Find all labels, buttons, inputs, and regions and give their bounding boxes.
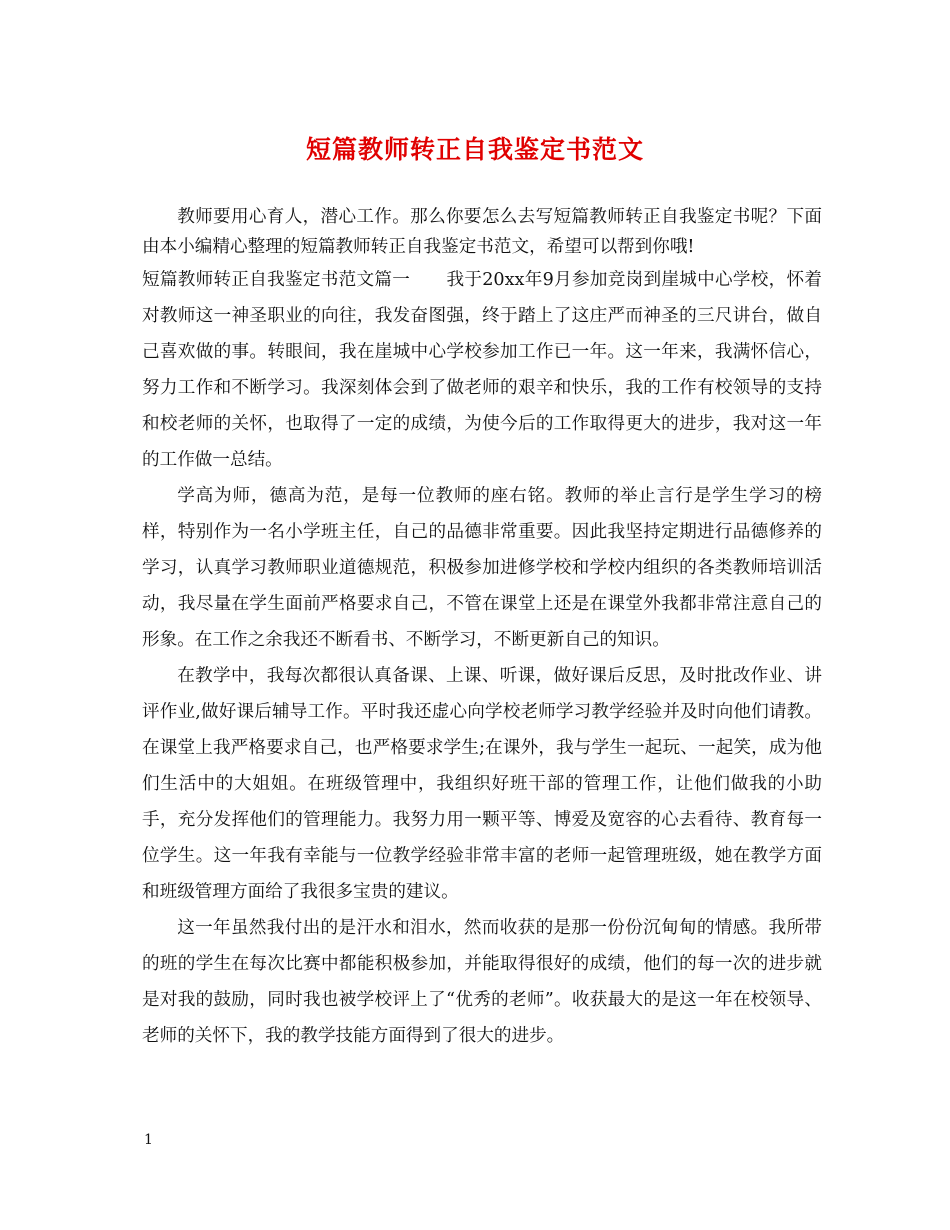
- page-number: 1: [144, 1132, 153, 1148]
- paragraph-4: 这一年虽然我付出的是汗水和泪水，然而收获的是那一份份沉甸甸的情感。我所带的班的学生在每次比赛中都能积极参加，并能取得很好的成绩，他们的每一次的进步就是对我的鼓励，同时我也被学校评上了“优秀的老师”。收获最大的是这一年在校领导、老师的关怀下，我的教学技能方面得到了很大的进步。: [142, 918, 822, 1046]
- paragraph-1-text: 我于20xx年9月参加竞岗到崖城中心学校，怀着对教师这一神圣职业的向往，我发奋图强，终于踏上了这庄严而神圣的三尺讲台，做自己喜欢做的事。转眼间，我在崖城中心学校参加工作已一年。这一年来，我满怀信心，努力工作和不断学习。我深刻体会到了做老师的艰辛和快乐，我的工作有校领导的支持和校老师的关怀，也取得了一定的成绩，为使今后的工作取得更大的进步，我对这一年的工作做一总结。: [142, 270, 822, 470]
- document-body: [142, 202, 822, 1054]
- intro-paragraph: 教师要用心育人，潜心工作。那么你要怎么去写短篇教师转正自我鉴定书呢？下面由本小编精心整理的短篇教师转正自我鉴定书范文，希望可以帮到你哦!: [142, 207, 822, 257]
- section-paragraph-1: [142, 262, 822, 478]
- section-heading: 短篇教师转正自我鉴定书范文篇一: [142, 270, 411, 290]
- paragraph-2: 学高为师，德高为范，是每一位教师的座右铭。教师的举止言行是学生学习的榜样，特别作为一名小学班主任，自己的品德非常重要。因此我坚持定期进行品德修养的学习，认真学习教师职业道德规范，积极参加进修学校和学校内组织的各类教师培训活动，我尽量在学生面前严格要求自己，不管在课堂上还是在课堂外我都非常注意自己的形象。在工作之余我还不断看书、不断学习，不断更新自己的知识。: [142, 486, 822, 650]
- document-title: 短篇教师转正自我鉴定书范文: [305, 135, 644, 164]
- paragraph-3: 在教学中，我每次都很认真备课、上课、听课，做好课后反思，及时批改作业、讲评作业,做好课后辅导工作。平时我还虚心向学校老师学习教学经验并及时向他们请教。在课堂上我严格要求自己，也严格要求学生;在课外，我与学生一起玩、一起笑，成为他们生活中的大姐姐。在班级管理中，我组织好班干部的管理工作，让他们做我的小助手，充分发挥他们的管理能力。我努力用一颗平等、博爱及宽容的心去看待、教育每一位学生。这一年我有幸能与一位教学经验非常丰富的老师一起管理班级，她在教学方面和班级管理方面给了我很多宝贵的建议。: [142, 666, 822, 902]
